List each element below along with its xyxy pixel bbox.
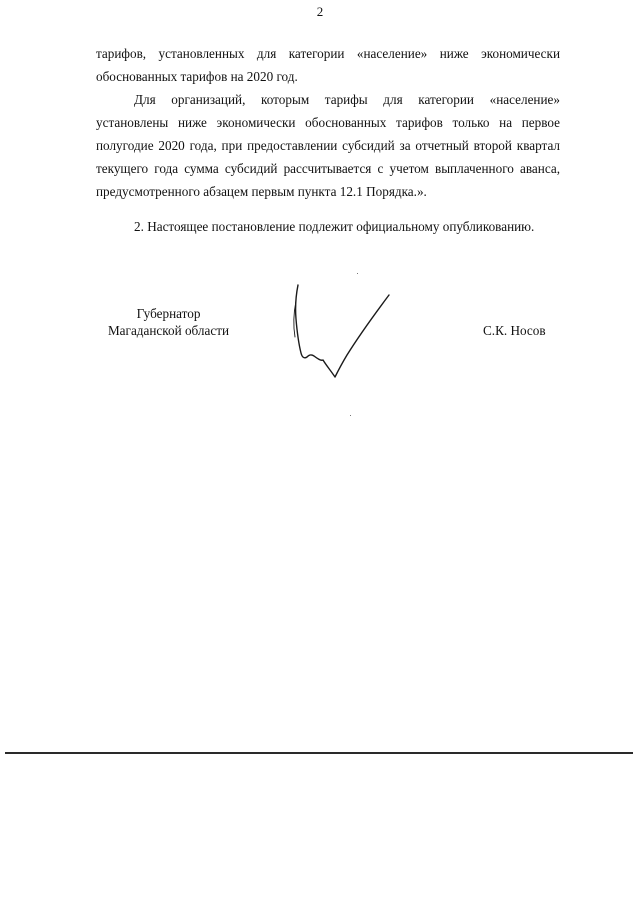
- signer-position-line2: Магаданской области: [107, 323, 230, 338]
- signer-name: С.К. Носов: [483, 323, 546, 338]
- scan-speck: [357, 273, 358, 274]
- paragraph-text: Для организаций, которым тарифы для категории «население» установлены ниже экономически обоснованных тарифов только на первое полугодие 2020 года, при предоставлении субсидий за отчетный второй квартал текущего года сумма субсидий рассчитывается с учетом выплаченного аванса, предусмотренного абзацем первым пункта 12.1 Порядка.».: [96, 92, 560, 199]
- paragraph-continuation: [96, 42, 560, 88]
- signature-block: [0, 305, 640, 405]
- signer-position-line1: Губернатор: [136, 306, 201, 321]
- paragraph-text: тарифов, установленных для категории «население» ниже экономически обоснованных тарифов на 2020 год.: [96, 46, 560, 84]
- paragraph-publication: [96, 215, 560, 238]
- paragraph-text: 2. Настоящее постановление подлежит официальному опубликованию.: [134, 219, 535, 234]
- handwritten-signature: [285, 281, 395, 381]
- footer-rule: [5, 752, 633, 754]
- paragraph-subsidy-rules: [96, 88, 560, 203]
- page-number: 2: [316, 4, 324, 19]
- scan-speck: [350, 415, 351, 416]
